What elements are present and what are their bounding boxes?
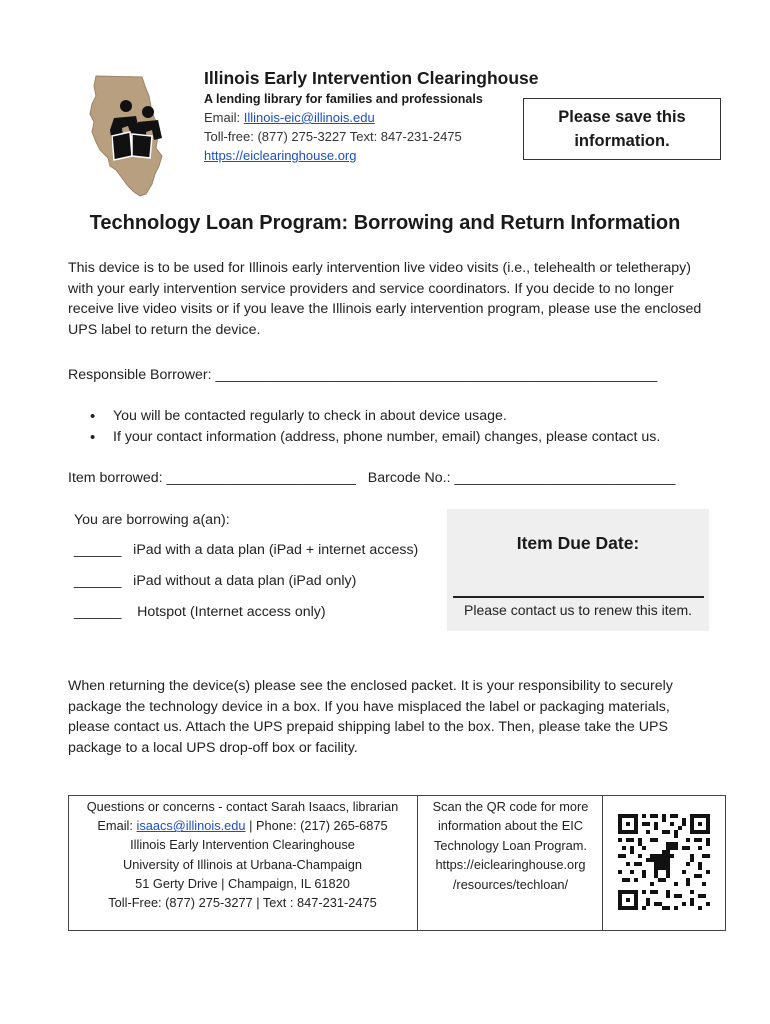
footer-university: University of Illinois at Urbana-Champaign — [123, 856, 362, 872]
org-name: Illinois Early Intervention Clearinghouse — [204, 68, 539, 88]
qr-text-line: https://eiclearinghouse.org — [435, 857, 586, 873]
website-link[interactable]: https://eiclearinghouse.org — [204, 148, 357, 163]
option-ipad-data-plan[interactable]: ______ iPad with a data plan (iPad + internet access) — [74, 542, 419, 558]
email-label: Email: — [204, 110, 244, 125]
list-item: • You will be contacted regularly to check in about device usage. — [90, 406, 660, 427]
option-ipad-only[interactable]: ______ iPad without a data plan (iPad only) — [74, 573, 357, 589]
qr-text-line: /resources/techloan/ — [452, 876, 569, 892]
footer-address: 51 Gerty Drive | Champaign, IL 61820 — [135, 875, 350, 891]
returning-paragraph: When returning the device(s) please see the enclosed packet. It is your responsibility to securely package the technology device in a box. If you have misplaced the label or packaging materials, please contact us. Attach the UPS prepaid shipping label to the box. Then, please take the UPS package to a local UPS drop-off box or facility. — [68, 678, 673, 756]
footer-phone: | Phone: (217) 265-6875 — [245, 818, 388, 834]
qr-text-line: Scan the QR code for more — [432, 799, 589, 814]
page-title: Technology Loan Program: Borrowing and Return Information — [89, 212, 681, 234]
footer-contact-cell — [68, 795, 418, 931]
footer-email-label: Email: — [97, 818, 137, 834]
intro-paragraph: This device is to be used for Illinois early intervention live video visits (i.e., telehealth or teletherapy) with your early intervention service providers and service coordinators. If you decide to no longer receive live video visits or if you leave the Illinois early intervention program, please use the enclosed UPS label to return the device. — [68, 260, 702, 338]
borrowing-label: You are borrowing a(an): — [74, 512, 230, 528]
footer-tollfree: Toll-Free: (877) 275-3277 | Text : 847-231-2475 — [108, 895, 377, 911]
footer-org: Illinois Early Intervention Clearinghouse — [130, 837, 355, 853]
due-date-title: Item Due Date: — [516, 533, 640, 553]
clearinghouse-logo — [82, 74, 182, 198]
footer-email-link[interactable]: isaacs@illinois.edu — [136, 818, 246, 834]
header-phone-line: Toll-free: (877) 275-3227 Text: 847-231-2475 — [204, 129, 462, 144]
due-date-line[interactable] — [453, 596, 704, 598]
item-barcode-field[interactable]: Item borrowed: ________________________ Barcode No.: ____________________________ — [68, 470, 676, 486]
footer-email-line — [68, 816, 417, 835]
list-item: • If your contact information (address, phone number, email) changes, please contact us. — [90, 427, 660, 448]
responsible-borrower-field[interactable]: Responsible Borrower: ________________________________________________________ — [68, 367, 658, 383]
contact-line: Questions or concerns - contact Sarah Isaacs, librarian — [86, 799, 399, 814]
email-link[interactable]: Illinois-eic@illinois.edu — [243, 110, 375, 125]
header-website — [204, 148, 356, 163]
tagline: A lending library for families and professionals — [204, 92, 483, 106]
save-notice: Please save this information. — [523, 98, 721, 160]
header-email-line — [204, 110, 375, 125]
qr-code-icon[interactable] — [618, 814, 710, 910]
footer-qr-info-cell — [419, 795, 603, 931]
renew-note: Please contact us to renew this item. — [464, 602, 692, 618]
bullet-list — [90, 406, 660, 448]
qr-text-line: information about the EIC — [437, 818, 584, 834]
qr-text-line: Technology Loan Program. — [434, 837, 587, 853]
option-hotspot[interactable]: ______ Hotspot (Internet access only) — [74, 604, 326, 620]
